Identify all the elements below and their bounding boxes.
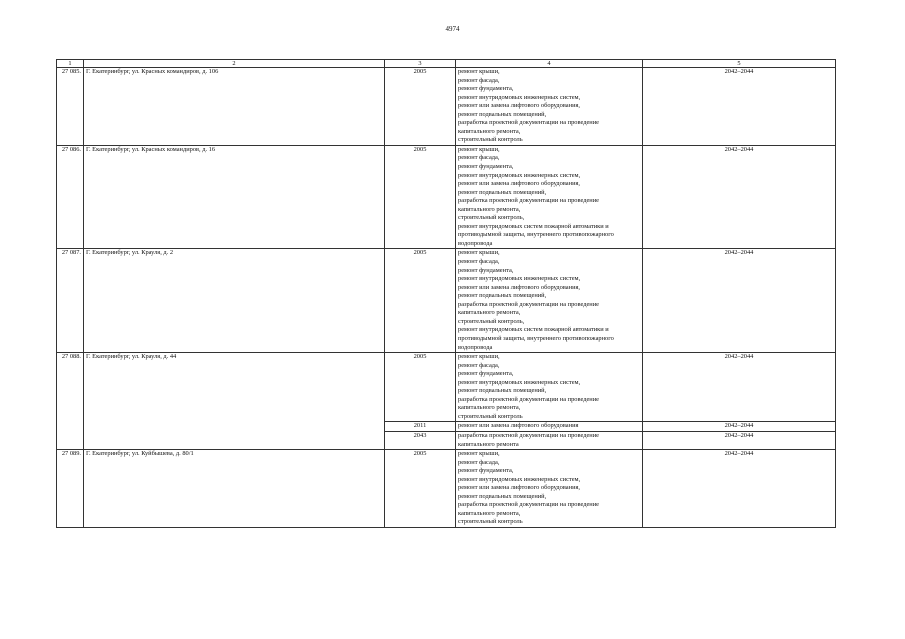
address-cell: Г. Екатеринбург, ул. Красных командиров, д. 16 bbox=[84, 145, 385, 249]
year-cell: 2005 bbox=[385, 249, 456, 353]
period-cell: 2042–2044 bbox=[643, 422, 836, 432]
year-cell: 2011 bbox=[385, 422, 456, 432]
work-item: ремонт подвальных помещений, bbox=[458, 188, 547, 196]
work-item: капитального ремонта, bbox=[458, 127, 521, 135]
table-header-row bbox=[57, 60, 836, 68]
row-number: 27 088. bbox=[57, 353, 84, 450]
year-cell: 2005 bbox=[385, 145, 456, 249]
work-item: ремонт внутридомовых инженерных систем, bbox=[458, 171, 581, 179]
work-item: разработка проектной документации на проведение bbox=[458, 431, 599, 439]
work-item: ремонт фундамента, bbox=[458, 467, 514, 475]
work-item: строительный контроль, bbox=[458, 317, 525, 325]
work-item: строительный контроль bbox=[458, 518, 523, 526]
header-col-1: 1 bbox=[57, 60, 84, 68]
header-col-2: 2 bbox=[84, 60, 385, 68]
row-number: 27 089. bbox=[57, 450, 84, 528]
period-cell: 2042–2044 bbox=[643, 450, 836, 528]
work-item: ремонт фундамента, bbox=[458, 266, 514, 274]
work-item: разработка проектной документации на проведение bbox=[458, 395, 599, 403]
work-item: водопровода bbox=[458, 343, 493, 351]
header-col-4: 4 bbox=[456, 60, 643, 68]
work-item: ремонт внутридомовых систем пожарной автоматики и bbox=[458, 326, 609, 334]
work-item: ремонт фасада, bbox=[458, 76, 500, 84]
work-item: ремонт внутридомовых инженерных систем, bbox=[458, 475, 581, 483]
work-item: ремонт фундамента, bbox=[458, 85, 514, 93]
work-item: ремонт или замена лифтового оборудования bbox=[458, 422, 579, 430]
period-cell: 2042–2044 bbox=[643, 68, 836, 146]
works-cell bbox=[456, 431, 643, 449]
work-item: ремонт или замена лифтового оборудования, bbox=[458, 180, 581, 188]
address-cell: Г. Екатеринбург, ул. Красных командиров, д. 106 bbox=[84, 68, 385, 146]
work-item: ремонт крыши, bbox=[458, 450, 500, 458]
work-item: ремонт или замена лифтового оборудования, bbox=[458, 484, 581, 492]
row-number: 27 085. bbox=[57, 68, 84, 146]
work-item: ремонт подвальных помещений, bbox=[458, 387, 547, 395]
row-number: 27 087. bbox=[57, 249, 84, 353]
works-cell bbox=[456, 249, 643, 353]
work-item: ремонт или замена лифтового оборудования, bbox=[458, 102, 581, 110]
work-item: ремонт подвальных помещений, bbox=[458, 292, 547, 300]
year-cell: 2005 bbox=[385, 68, 456, 146]
works-cell bbox=[456, 353, 643, 422]
works-cell bbox=[456, 68, 643, 146]
period-cell: 2042–2044 bbox=[643, 145, 836, 249]
work-item: ремонт фундамента, bbox=[458, 163, 514, 171]
work-item: капитального ремонта, bbox=[458, 205, 521, 213]
work-item: ремонт фундамента, bbox=[458, 370, 514, 378]
table-row bbox=[57, 249, 836, 353]
work-item: водопровода bbox=[458, 239, 493, 247]
work-item: ремонт крыши, bbox=[458, 249, 500, 257]
work-item: ремонт внутридомовых инженерных систем, bbox=[458, 378, 581, 386]
work-item: ремонт фасада, bbox=[458, 361, 500, 369]
table-row bbox=[57, 145, 836, 249]
work-item: разработка проектной документации на проведение bbox=[458, 119, 599, 127]
table-row bbox=[57, 450, 836, 528]
period-cell: 2042–2044 bbox=[643, 249, 836, 353]
works-cell bbox=[456, 422, 643, 432]
work-item: ремонт фасада, bbox=[458, 258, 500, 266]
table-body bbox=[57, 68, 836, 528]
address-cell: Г. Екатеринбург, ул. Крауля, д. 2 bbox=[84, 249, 385, 353]
work-item: противодымной защиты, внутреннего противопожарного bbox=[458, 334, 614, 342]
works-cell bbox=[456, 450, 643, 528]
work-item: строительный контроль bbox=[458, 136, 523, 144]
period-cell: 2042–2044 bbox=[643, 353, 836, 422]
work-item: капитального ремонта, bbox=[458, 309, 521, 317]
header-col-5: 5 bbox=[643, 60, 836, 68]
work-item: ремонт внутридомовых инженерных систем, bbox=[458, 275, 581, 283]
work-item: капитального ремонта, bbox=[458, 404, 521, 412]
work-item: ремонт подвальных помещений, bbox=[458, 110, 547, 118]
work-item: разработка проектной документации на проведение bbox=[458, 300, 599, 308]
work-item: капитального ремонта, bbox=[458, 509, 521, 517]
address-cell: Г. Екатеринбург, ул. Крауля, д. 44 bbox=[84, 353, 385, 450]
work-item: строительный контроль bbox=[458, 412, 523, 420]
work-item: строительный контроль, bbox=[458, 214, 525, 222]
work-item: ремонт крыши, bbox=[458, 353, 500, 361]
year-cell: 2005 bbox=[385, 450, 456, 528]
work-item: разработка проектной документации на проведение bbox=[458, 197, 599, 205]
works-cell bbox=[456, 145, 643, 249]
year-cell: 2043 bbox=[385, 431, 456, 449]
work-item: ремонт фасада, bbox=[458, 154, 500, 162]
work-item: капитального ремонта bbox=[458, 440, 519, 448]
work-item: ремонт фасада, bbox=[458, 458, 500, 466]
table-row bbox=[57, 68, 836, 146]
work-item: разработка проектной документации на проведение bbox=[458, 501, 599, 509]
period-cell: 2042–2044 bbox=[643, 431, 836, 449]
work-item: ремонт внутридомовых систем пожарной автоматики и bbox=[458, 222, 609, 230]
work-item: ремонт подвальных помещений, bbox=[458, 492, 547, 500]
repair-schedule-table bbox=[56, 59, 836, 528]
address-cell: Г. Екатеринбург, ул. Куйбышева, д. 80/1 bbox=[84, 450, 385, 528]
year-cell: 2005 bbox=[385, 353, 456, 422]
work-item: ремонт внутридомовых инженерных систем, bbox=[458, 93, 581, 101]
work-item: противодымной защиты, внутреннего противопожарного bbox=[458, 231, 614, 239]
work-item: ремонт крыши, bbox=[458, 68, 500, 75]
work-item: ремонт или замена лифтового оборудования, bbox=[458, 283, 581, 291]
table-row bbox=[57, 353, 836, 422]
header-col-3: 3 bbox=[385, 60, 456, 68]
page-number: 4974 bbox=[445, 25, 460, 33]
work-item: ремонт крыши, bbox=[458, 145, 500, 153]
row-number: 27 086. bbox=[57, 145, 84, 249]
